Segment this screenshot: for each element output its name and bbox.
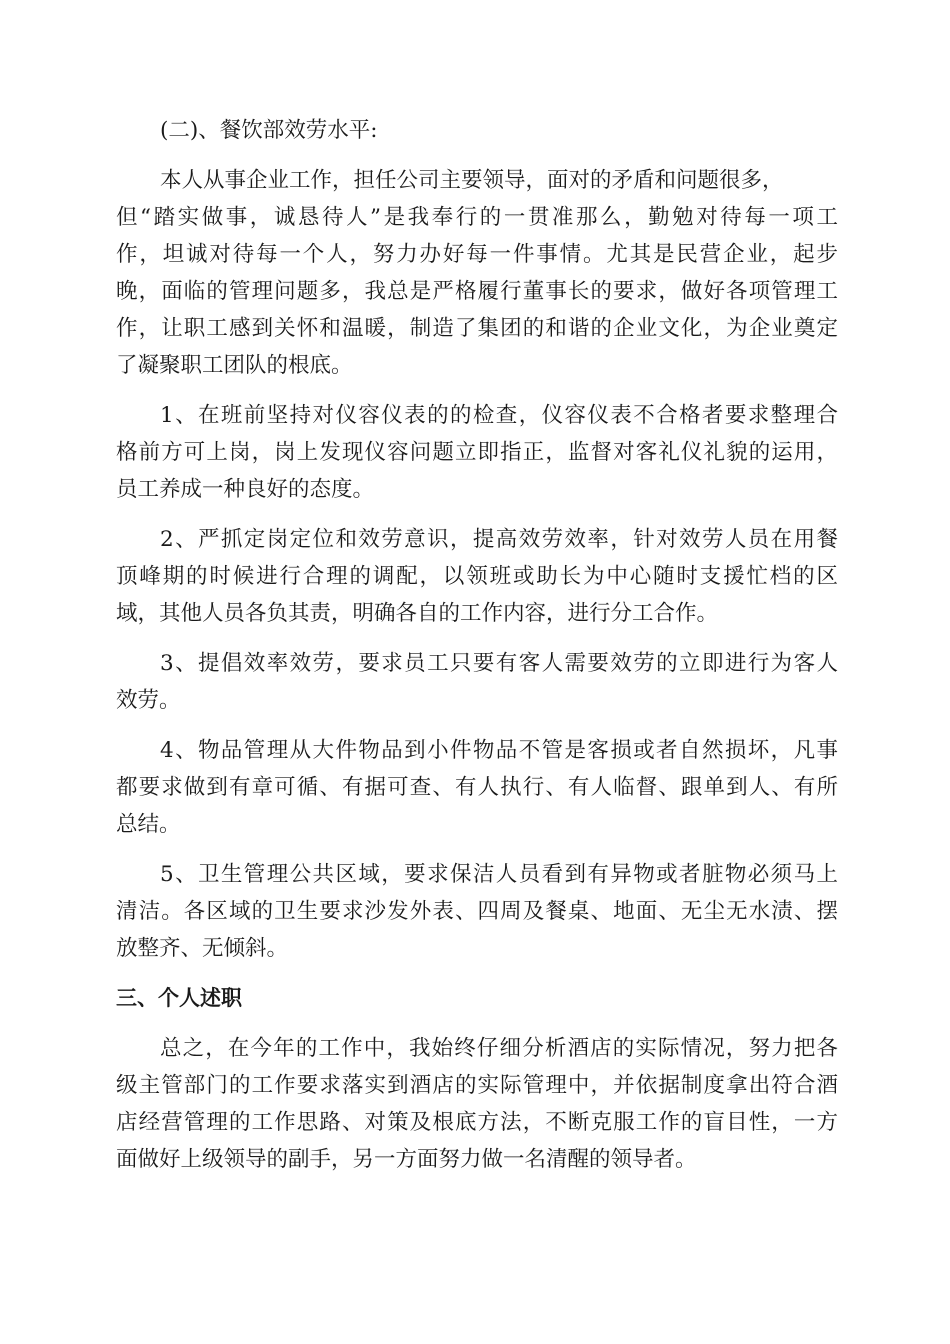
paragraph-line: 1、在班前坚持对仪容仪表的的检查，仪容仪表不合格者要求整理合 xyxy=(160,403,838,428)
paragraph-3 xyxy=(116,521,838,632)
paragraph-line: 4、物品管理从大件物品到小件物品不管是客损或者自然损坏，凡事 xyxy=(160,738,838,763)
paragraph-line: 域，其他人员各负其责，明确各自的工作内容，进行分工合作。 xyxy=(116,601,719,626)
subheading: (二)、餐饮部效劳水平: xyxy=(160,118,378,143)
paragraph-line: 效劳。 xyxy=(116,688,181,713)
paragraph-line: 总结。 xyxy=(116,812,181,837)
closing-paragraph xyxy=(116,1030,838,1178)
paragraph-line: 作，让职工感到关怀和温暖，制造了集团的和谐的企业文化，为企业奠定 xyxy=(116,316,838,341)
paragraph-line: 顶峰期的时候进行合理的调配，以领班或助长为中心随时支援忙档的区 xyxy=(116,564,838,589)
paragraph-line: 但“踏实做事，诚恳待人”是我奉行的一贯准那么，勤勉对待每一项工 xyxy=(116,205,838,230)
paragraph-line: 店经营管理的工作思路、对策及根底方法，不断克服工作的盲目性，一方 xyxy=(116,1110,838,1135)
paragraph-6 xyxy=(116,856,838,967)
paragraph-line: 作，坦诚对待每一个人，努力办好每一件事情。尤其是民营企业，起步 xyxy=(116,242,838,267)
paragraph-4 xyxy=(116,645,838,719)
paragraph-line: 都要求做到有章可循、有据可查、有人执行、有人临督、跟单到人、有所 xyxy=(116,775,838,800)
paragraph-line: 放整齐、无倾斜。 xyxy=(116,936,289,961)
document-page xyxy=(116,112,838,1191)
paragraph-line: 5、卫生管理公共区域，要求保洁人员看到有异物或者脏物必须马上 xyxy=(160,862,838,887)
section-heading: 三、个人述职 xyxy=(116,986,242,1010)
paragraph-line: 清洁。各区域的卫生要求沙发外表、四周及餐桌、地面、无尘无水渍、摆 xyxy=(116,899,838,924)
paragraph-line: 格前方可上岗，岗上发现仪容问题立即指正，监督对客礼仪礼貌的运用， xyxy=(116,440,838,465)
paragraph-line: 面做好上级领导的副手，另一方面努力做一名清醒的领导者。 xyxy=(116,1147,697,1172)
paragraph-line: 2、严抓定岗定位和效劳意识，提高效劳效率，针对效劳人员在用餐 xyxy=(160,527,838,552)
paragraph-line: 了凝聚职工团队的根底。 xyxy=(116,353,353,378)
paragraph-line: 本人从事企业工作，担任公司主要领导，面对的矛盾和问题很多， xyxy=(160,168,784,193)
paragraph-2 xyxy=(116,397,838,508)
paragraph-line: 员工养成一种良好的态度。 xyxy=(116,477,375,502)
paragraph-1 xyxy=(116,162,838,384)
paragraph-line: 晚，面临的管理问题多，我总是严格履行董事长的要求，做好各项管理工 xyxy=(116,279,838,304)
paragraph-line: 3、提倡效率效劳，要求员工只要有客人需要效劳的立即进行为客人 xyxy=(160,651,838,676)
paragraph-line: 级主管部门的工作要求落实到酒店的实际管理中，并依据制度拿出符合酒 xyxy=(116,1073,838,1098)
paragraph-line: 总之，在今年的工作中，我始终仔细分析酒店的实际情况，努力把各 xyxy=(160,1036,838,1061)
paragraph-5 xyxy=(116,732,838,843)
